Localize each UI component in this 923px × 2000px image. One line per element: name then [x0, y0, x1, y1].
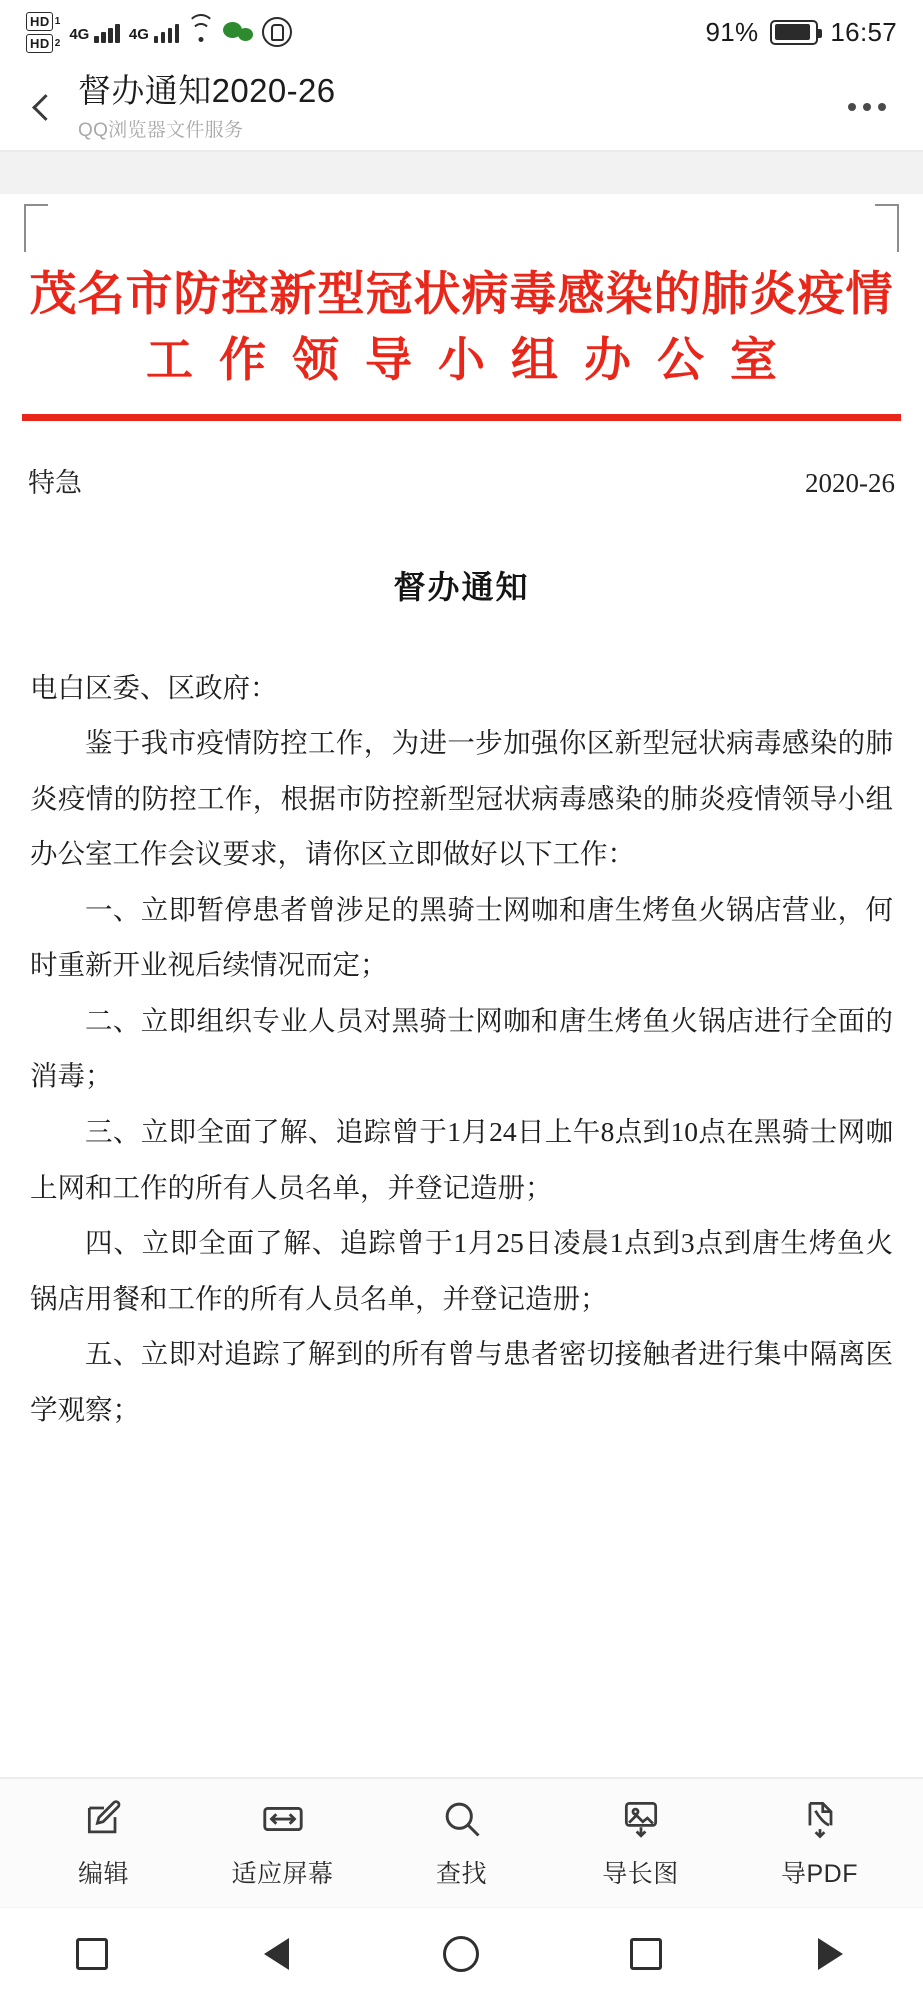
page-corner-marks: [22, 194, 901, 264]
hd-badge-1: [26, 12, 60, 31]
toolbar-label-export-pdf: 导PDF: [780, 1860, 858, 1888]
signal-group-1: [69, 21, 120, 43]
fit-width-icon: [260, 1796, 306, 1842]
recipient-line: 电白区委、区政府：: [30, 671, 278, 703]
hand-icon: [262, 17, 292, 47]
signal-group-2: [129, 21, 180, 43]
document-heading: 督办通知: [393, 568, 530, 605]
wechat-icon: [223, 20, 253, 44]
triangle-back-icon: [264, 1938, 289, 1970]
nav-home-button[interactable]: [401, 1924, 521, 1984]
toolbar-label-search: 查找: [435, 1860, 487, 1888]
back-button[interactable]: [22, 79, 68, 135]
signal-bars-icon: [94, 21, 120, 43]
toolbar-item-edit[interactable]: [19, 1796, 189, 1890]
nav-task-button[interactable]: [586, 1924, 706, 1984]
bottom-toolbar: [0, 1777, 923, 1907]
sim-slot-1-label: 1: [54, 15, 61, 27]
toolbar-item-search[interactable]: [377, 1796, 547, 1890]
status-bar-right: [705, 17, 897, 48]
network-type-label-1: 4G: [69, 26, 90, 43]
square-recents-icon: [76, 1938, 108, 1970]
masthead-line-2: 工作领导小组办公室: [146, 335, 803, 388]
edit-pencil-icon: [82, 1796, 126, 1842]
status-bar-left: [26, 12, 705, 53]
hd-badge-icon: HD: [26, 12, 53, 31]
battery-percent-label: 91%: [705, 16, 759, 47]
nav-recents-button[interactable]: [32, 1924, 152, 1984]
hd-badge-icon-2: HD: [26, 34, 53, 53]
hd-badge-group: [26, 12, 60, 53]
toolbar-item-export-image[interactable]: [556, 1796, 726, 1890]
document-top-gap: [0, 152, 923, 194]
status-bar: [0, 0, 923, 64]
corner-mark-left-icon: [24, 204, 48, 252]
sim-slot-2-label: 2: [54, 37, 61, 49]
more-dots-icon-2: [863, 103, 871, 111]
signal-bars-icon-2: [154, 21, 180, 43]
toolbar-label-export-image: 导长图: [602, 1860, 679, 1888]
toolbar-item-export-pdf[interactable]: [735, 1796, 905, 1890]
toolbar-item-fit-screen[interactable]: [198, 1796, 368, 1890]
masthead-line-1: 茂名市防控新型冠状病毒感染的肺炎疫情: [29, 269, 894, 321]
body-paragraph-3: 二、立即组织专业人员对黑骑士网咖和唐生烤鱼火锅店进行全面的消毒；: [30, 1004, 893, 1092]
more-options-button[interactable]: [839, 79, 895, 135]
export-image-icon: [619, 1796, 663, 1842]
body-paragraph-5: 四、立即全面了解、追踪曾于1月25日凌晨1点到3点到唐生烤鱼火锅店用餐和工作的所有人员名单，并登记造册；: [30, 1227, 893, 1314]
body-paragraph-6: 五、立即对追踪了解到的所有曾与患者密切接触者进行集中隔离医学观察；: [30, 1338, 893, 1425]
document-scroll-area[interactable]: [0, 152, 923, 1777]
document-page: [0, 194, 923, 1437]
triangle-forward-icon: [818, 1938, 843, 1970]
app-bar: [0, 64, 923, 150]
export-pdf-icon: [798, 1796, 842, 1842]
chevron-left-icon: [32, 94, 59, 121]
search-icon: [440, 1796, 484, 1842]
document-number-label: 2020-26: [805, 467, 895, 498]
title-block: [68, 72, 839, 142]
page-subtitle: QQ浏览器文件服务: [78, 119, 244, 141]
toolbar-label-edit: 编辑: [77, 1860, 129, 1888]
circle-home-icon: [443, 1936, 479, 1972]
more-dots-icon-3: [878, 103, 886, 111]
document-body: [22, 608, 901, 1438]
page-title: 督办通知2020-26: [78, 72, 336, 110]
body-paragraph-4: 三、立即全面了解、追踪曾于1月24日上午8点到10点在黑骑士网咖上网和工作的所有人员名单，并登记造册；: [30, 1115, 893, 1203]
document-bottom-fade: [0, 1767, 923, 1777]
nav-forward-button[interactable]: [771, 1924, 891, 1984]
battery-icon: [770, 20, 818, 45]
clock-label: 16:57: [830, 16, 897, 47]
nav-back-button[interactable]: [217, 1924, 337, 1984]
document-meta-row: [22, 421, 901, 500]
hd-badge-2: [26, 34, 60, 53]
masthead-red-rule: [22, 414, 901, 421]
wifi-icon: [188, 21, 214, 43]
urgency-label: 特急: [28, 467, 82, 498]
body-paragraph-1: 鉴于我市疫情防控工作，为进一步加强你区新型冠状病毒感染的肺炎疫情的防控工作，根据市防控新型冠状病毒感染的肺炎疫情领导小组办公室工作会议要求，请你区立即做好以下工作：: [30, 727, 893, 870]
more-dots-icon: [848, 103, 856, 111]
body-paragraph-2: 一、立即暂停患者曾涉足的黑骑士网咖和唐生烤鱼火锅店营业，何时重新开业视后续情况而定；: [30, 893, 893, 981]
square-task-icon: [630, 1938, 662, 1970]
document-masthead: [22, 264, 901, 396]
toolbar-label-fit-screen: 适应屏幕: [231, 1860, 334, 1888]
system-nav-bar: [0, 1907, 923, 2000]
corner-mark-right-icon: [875, 204, 899, 252]
network-type-label-2: 4G: [128, 26, 149, 43]
